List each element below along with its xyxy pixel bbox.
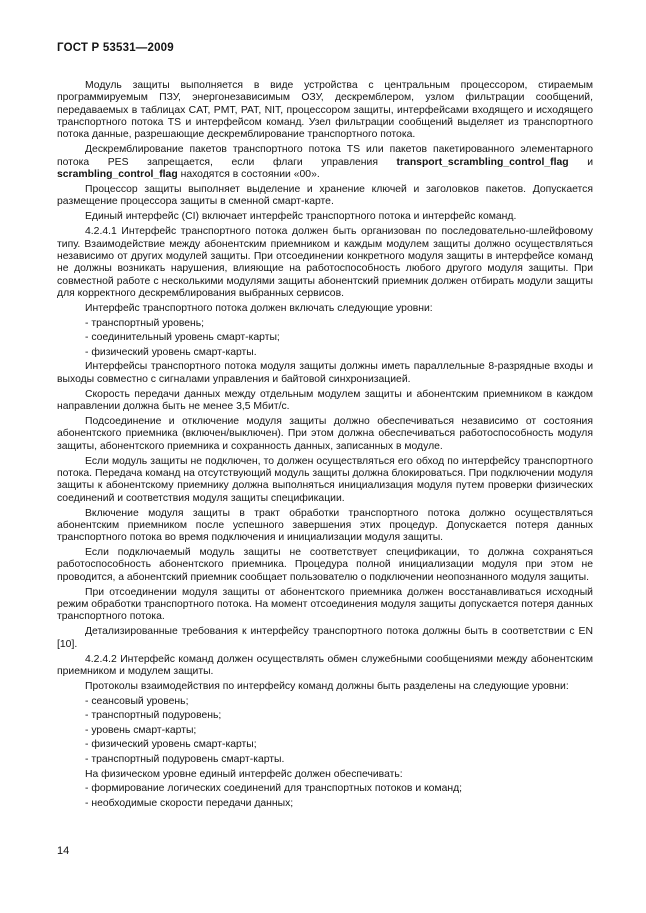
paragraph: Включение модуля защиты в тракт обработки транспортного потока должно осуществляться абонентским приемником после успешного завершения этих процедур. Допускается потеря данных транспортного потока во время подключения и инициализации модуля защиты. — [57, 507, 593, 544]
section-paragraph: 4.2.4.1 Интерфейс транспортного потока должен быть организован по последовательно-шлейфовому типу. Взаимодействие между абонентским приемником и каждым модулем защиты должно осуществляться независимо от других модулей защиты. При отсоединении конкретного модуля защиты в интерфейсе команд не должны возникать нарушения, влияющие на работоспособность любого другого модуля защиты. При совместной работе с несколькими модулями защиты абонентский приемник должен отбирать модули защиты для корректного дескремблирования выбранных сервисов. — [57, 226, 593, 299]
list-item: - соединительный уровень смарт-карты; — [85, 332, 280, 344]
list-item: - уровень смарт-карты; — [85, 724, 197, 736]
list-item: - транспортный уровень; — [85, 317, 205, 329]
page-number: 14 — [57, 845, 70, 857]
paragraph: Модуль защиты выполняется в виде устройства с центральным процессором, стираемым программируемым ПЗУ, энергонезависимым ОЗУ, дескремблером, узлом фильтрации сообщений, передаваемых в таблицах CAT, PMT, PAT, NIT, процессором защиты, интерфейсами входящего и исходящего транспортного потока TS и интерфейсом команд. Узел фильтрации сообщений выделяет из транспортного потока данные, разрешающие дескремблирование транспортного потока. — [57, 80, 593, 141]
text-span: и — [568, 156, 593, 168]
body-text — [57, 80, 593, 813]
list-item: - транспортный подуровень; — [85, 710, 222, 722]
standard-header: ГОСТ Р 53531—2009 — [57, 42, 174, 54]
paragraph: Скорость передачи данных между отдельным модулем защиты и абонентским приемником в каждом направлении должна быть не менее 3,5 Мбит/с. — [57, 388, 593, 412]
paragraph: Единый интерфейс (CI) включает интерфейс транспортного потока и интерфейс команд. — [85, 211, 517, 223]
paragraph: Подсоединение и отключение модуля защиты должно обеспечиваться независимо от состояния абонентского приемника (включен/выключен). При этом должна обеспечиваться работоспособность модуля защиты, абонентского приемника и сохранность данных, записанных в модуле. — [57, 415, 593, 452]
paragraph: Если подключаемый модуль защиты не соответствует спецификации, то должна сохраняться работоспособность абонентского приемника. Процедура полной инициализации модуля при этом не проводится, а абонентский приемник сообщает пользователю о подключении неопознанного модуля защиты. — [57, 547, 593, 583]
section-paragraph: 4.2.4.2 Интерфейс команд должен осуществлять обмен служебными сообщениями между абонентским приемником и модулем защиты. — [57, 653, 593, 677]
paragraph — [57, 144, 593, 181]
paragraph: Процессор защиты выполняет выделение и хранение ключей и заголовков пакетов. Допускается размещение процессора защиты в сменной смарт-карте. — [57, 183, 593, 208]
paragraph: Интерфейс транспортного потока должен включать следующие уровни: — [85, 302, 433, 314]
text-span: находятся в состоянии «00». — [177, 169, 320, 180]
list-item: - транспортный подуровень смарт-карты. — [85, 754, 285, 765]
list-item: - сеансовый уровень; — [85, 695, 189, 707]
list-item: - физический уровень смарт-карты; — [85, 739, 257, 751]
paragraph: Детализированные требования к интерфейсу транспортного потока должны быть в соответствии с EN [10]. — [57, 626, 593, 650]
paragraph: При отсоединении модуля защиты от абонентского приемника должен восстанавливаться исходный режим обработки транспортного потока. На момент отсоединения модуля защиты допускается потеря данных транспортного потока. — [57, 586, 593, 623]
list-item: - необходимые скорости передачи данных; — [85, 798, 294, 809]
list-item: - формирование логических соединений для транспортных потоков и команд; — [85, 783, 463, 795]
paragraph: На физическом уровне единый интерфейс должен обеспечивать: — [85, 768, 403, 780]
flag-name: transport_scrambling_control_flag — [396, 156, 569, 168]
text-span: Дескремблирование пакетов транспортного потока TS или пакетов пакетированного элементарного потока PES запрещается, если флаги управления — [57, 144, 593, 168]
list-item: - физический уровень смарт-карты. — [85, 346, 257, 358]
paragraph: Если модуль защиты не подключен, то должен осуществляться его обход по интерфейсу транспортного потока. Передача команд на отсутствующий модуль защиты должна блокироваться. При подключении модуля защиты к абонентскому приемнику должна выполняться инициализация модуля путем проверки физических соединений и соответствия модуля защиты спецификации. — [57, 455, 593, 504]
paragraph: Интерфейсы транспортного потока модуля защиты должны иметь параллельные 8-разрядные входы и выходы совместно с сигналами управления и байтовой синхронизацией. — [57, 361, 593, 385]
flag-name: scrambling_control_flag — [57, 169, 178, 180]
paragraph: Протоколы взаимодействия по интерфейсу команд должны быть разделены на следующие уровни: — [85, 680, 569, 692]
